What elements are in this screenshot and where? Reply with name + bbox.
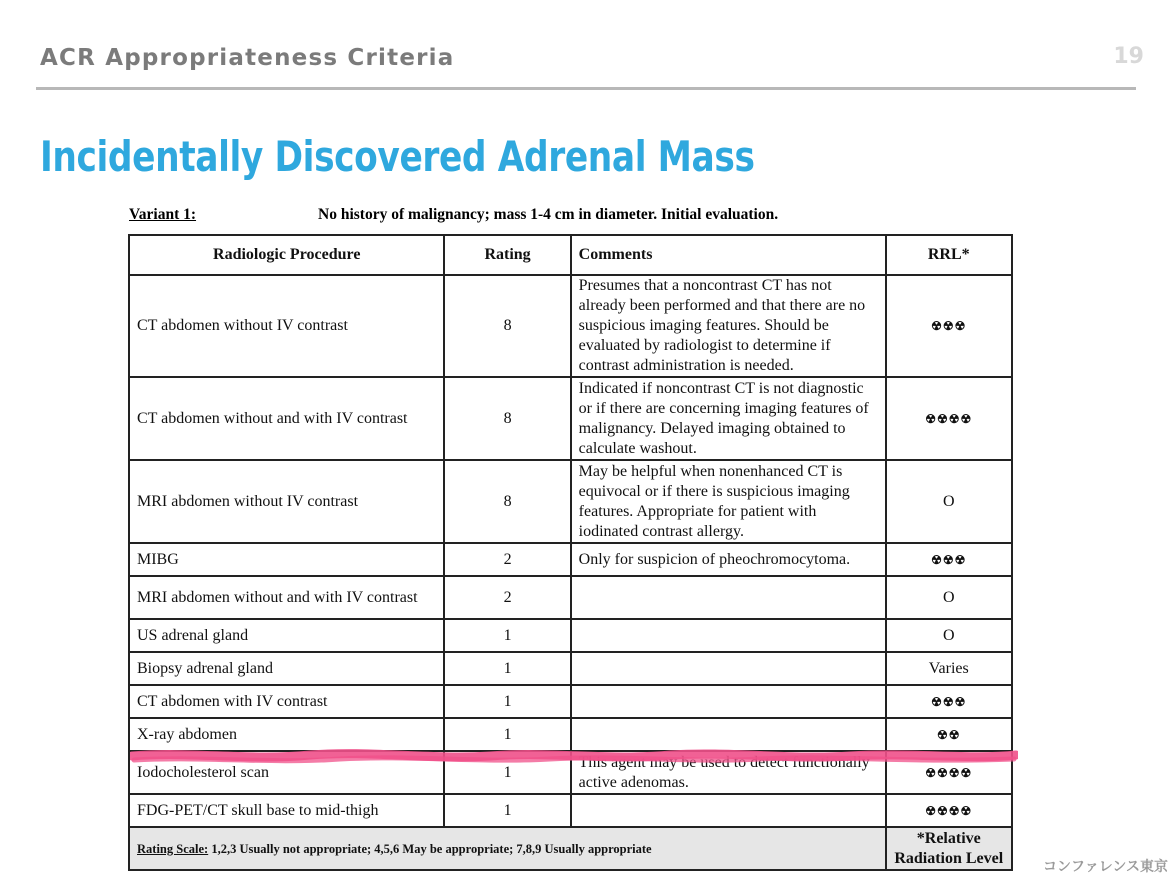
rating-cell: 1 <box>444 718 570 751</box>
procedure-cell: MRI abdomen without and with IV contrast <box>129 576 444 619</box>
page-number: 19 <box>1113 44 1144 69</box>
criteria-document <box>121 196 1021 872</box>
column-header-comments: Comments <box>571 235 886 275</box>
comments-cell <box>571 652 886 685</box>
table-row <box>129 619 1012 652</box>
rating-cell: 1 <box>444 794 570 827</box>
rrl-cell: O <box>886 576 1012 619</box>
comments-cell <box>571 576 886 619</box>
rating-cell: 8 <box>444 377 570 460</box>
table-row <box>129 275 1012 377</box>
radiation-level-icon: ☢☢☢☢ <box>925 411 973 426</box>
procedure-cell: X-ray abdomen <box>129 718 444 751</box>
section-title: ACR Appropriateness Criteria <box>40 45 455 71</box>
table-row <box>129 685 1012 718</box>
rrl-legend-line1: *Relative <box>916 829 981 847</box>
radiation-level-icon: ☢☢☢☢ <box>925 803 973 818</box>
procedure-cell: US adrenal gland <box>129 619 444 652</box>
column-header-rrl: RRL* <box>886 235 1012 275</box>
radiation-level-icon: ☢☢☢ <box>931 694 967 709</box>
procedure-cell: CT abdomen without and with IV contrast <box>129 377 444 460</box>
radiation-level-icon: ☢☢ <box>937 727 961 742</box>
rating-scale-label: Rating Scale: <box>137 841 209 856</box>
comments-cell <box>571 685 886 718</box>
table-header-row <box>129 235 1012 275</box>
table-row <box>129 794 1012 827</box>
rrl-legend-line2: Radiation Level <box>894 849 1004 867</box>
rrl-cell <box>886 275 1012 377</box>
rating-cell: 8 <box>444 275 570 377</box>
rating-cell: 1 <box>444 685 570 718</box>
table-row <box>129 543 1012 576</box>
variant-description: No history of malignancy; mass 1-4 cm in diameter. Initial evaluation. <box>318 206 779 223</box>
rrl-cell <box>886 685 1012 718</box>
comments-cell <box>571 794 886 827</box>
rrl-cell: O <box>886 460 1012 543</box>
rrl-cell <box>886 794 1012 827</box>
procedure-cell: Biopsy adrenal gland <box>129 652 444 685</box>
radiation-level-icon: ☢☢☢☢ <box>925 765 973 780</box>
criteria-table <box>128 234 1013 871</box>
procedure-cell: MRI abdomen without IV contrast <box>129 460 444 543</box>
table-row <box>129 576 1012 619</box>
highlight-scribble <box>130 747 1018 767</box>
table-row <box>129 652 1012 685</box>
header-divider <box>36 87 1136 90</box>
variant-heading <box>129 206 1009 224</box>
variant-label: Variant 1: <box>129 206 197 223</box>
conference-brand: コンファレンス東京 <box>1043 859 1168 875</box>
rating-cell: 1 <box>444 652 570 685</box>
rating-cell: 1 <box>444 619 570 652</box>
rrl-cell: Varies <box>886 652 1012 685</box>
radiation-level-icon: ☢☢☢ <box>931 319 967 333</box>
procedure-cell: FDG-PET/CT skull base to mid-thigh <box>129 794 444 827</box>
procedure-cell: Iodocholesterol scan <box>129 751 444 794</box>
procedure-cell: CT abdomen with IV contrast <box>129 685 444 718</box>
table-footer-row <box>129 827 1012 870</box>
comments-cell: Presumes that a noncontrast CT has not already been performed and that there are no suspicious imaging features. Should be evaluated by radiologist to determine if contrast administration is needed. <box>571 275 886 377</box>
column-header-rating: Rating <box>444 235 570 275</box>
procedure-cell: MIBG <box>129 543 444 576</box>
rating-scale-text: 1,2,3 Usually not appropriate; 4,5,6 May be appropriate; 7,8,9 Usually appropriate <box>208 841 652 856</box>
table-row <box>129 460 1012 543</box>
comments-cell: Indicated if noncontrast CT is not diagnostic or if there are concerning imaging features of malignancy. Delayed imaging obtained to calculate washout. <box>571 377 886 460</box>
table-row <box>129 377 1012 460</box>
rrl-cell: O <box>886 619 1012 652</box>
slide-title: Incidentally Discovered Adrenal Mass <box>40 132 755 181</box>
comments-cell <box>571 619 886 652</box>
column-header-procedure: Radiologic Procedure <box>129 235 444 275</box>
rrl-cell <box>886 377 1012 460</box>
rating-cell: 2 <box>444 543 570 576</box>
rrl-cell <box>886 543 1012 576</box>
rating-cell: 8 <box>444 460 570 543</box>
comments-cell: This agent may be used to detect functionally active adenomas. <box>571 751 886 794</box>
comments-cell: Only for suspicion of pheochromocytoma. <box>571 543 886 576</box>
rating-cell: 1 <box>444 751 570 794</box>
rating-cell: 2 <box>444 576 570 619</box>
rrl-legend <box>886 827 1012 870</box>
comments-cell: May be helpful when nonenhanced CT is equivocal or if there is suspicious imaging features. Appropriate for patient with iodinated contrast allergy. <box>571 460 886 543</box>
procedure-cell: CT abdomen without IV contrast <box>129 275 444 377</box>
radiation-level-icon: ☢☢☢ <box>931 552 967 567</box>
rating-scale-note <box>129 827 886 870</box>
